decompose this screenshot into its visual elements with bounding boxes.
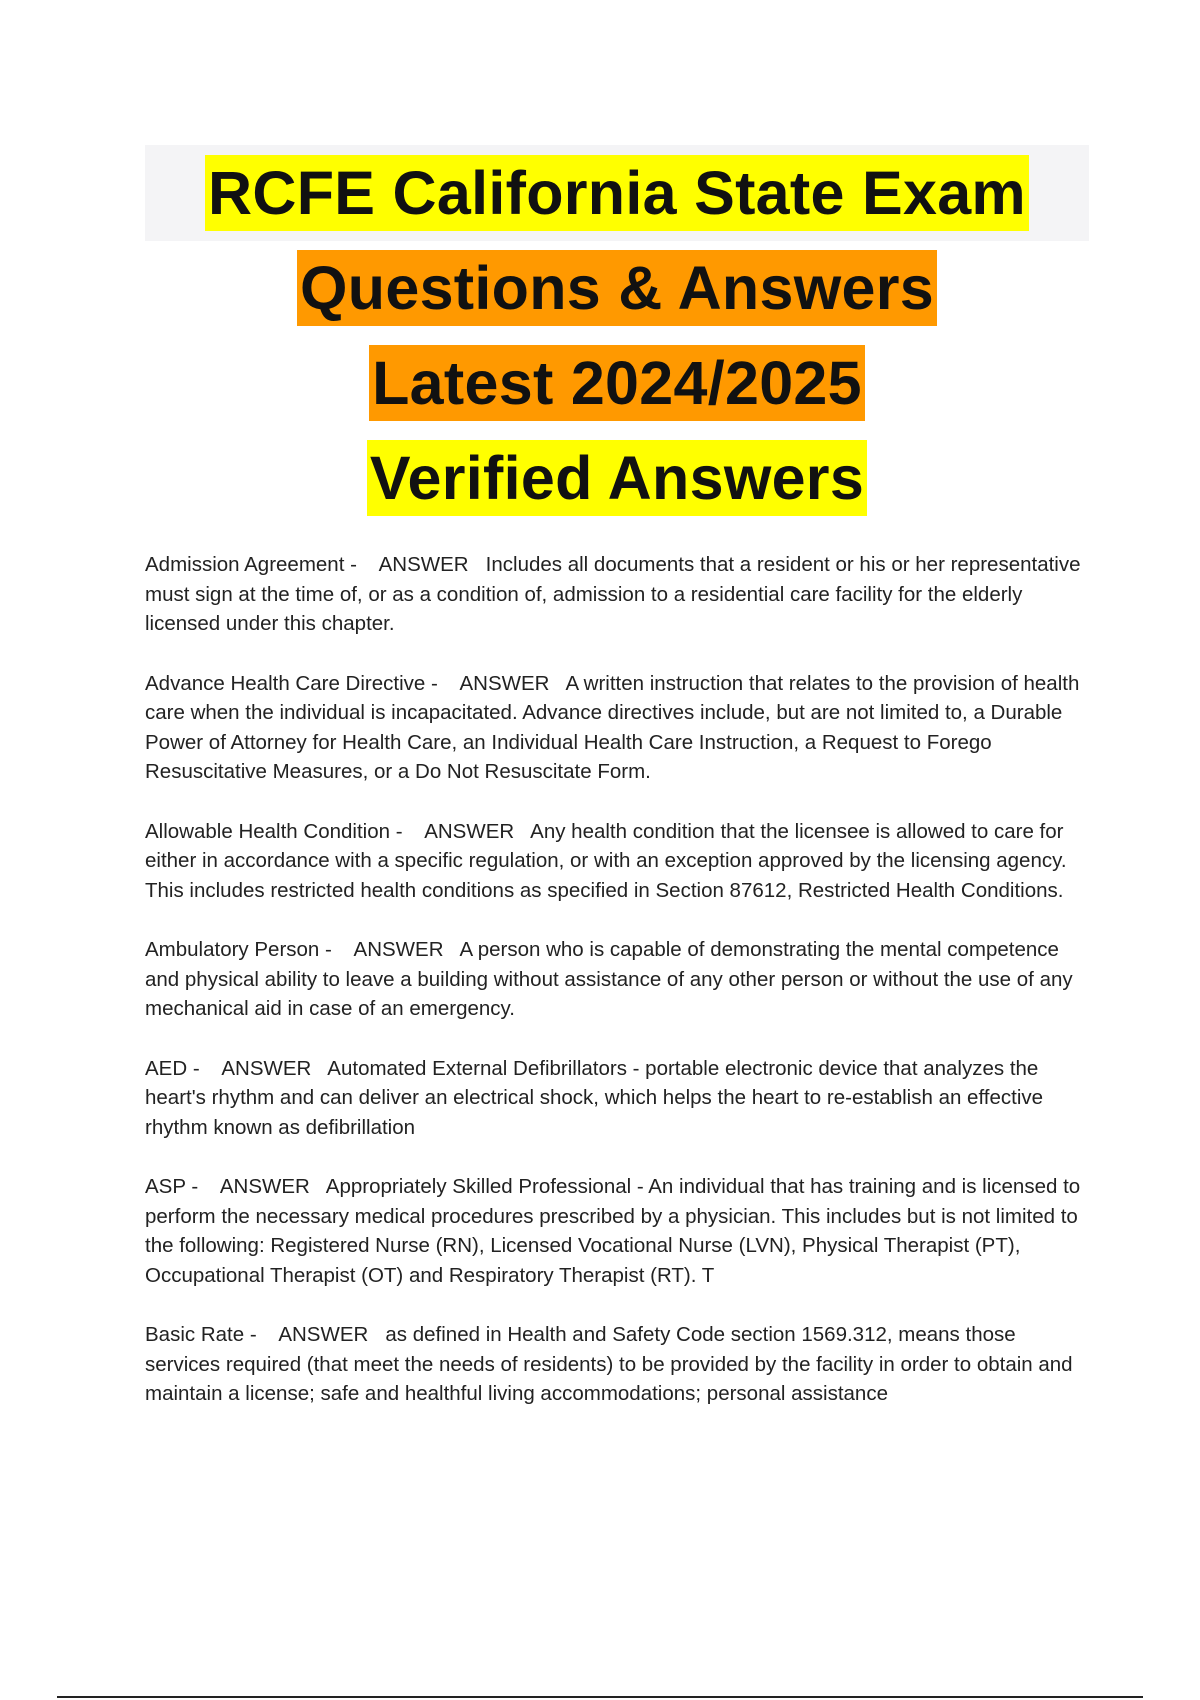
answer-label: ANSWER xyxy=(459,671,550,695)
answer-label: ANSWER xyxy=(221,1056,312,1080)
title-text-2: Questions & Answers xyxy=(297,250,937,326)
title-line-1 xyxy=(145,145,1089,240)
entry-term: Advance Health Care Directive xyxy=(145,671,426,695)
entry-term: Allowable Health Condition xyxy=(145,819,391,843)
entry-answer: Appropriately Skilled Professional - An individual that has training and is licensed to perform the necessary medical procedures prescribed by a physician. This includes but is not limited to the following: Registered Nurse (RN), Licensed Vocational Nurse (LVN), Physical Therapist (PT), Occupational Therapist (OT) and Respiratory Therapist (RT). T xyxy=(145,1175,1081,1287)
qa-entry: AED - ANSWER Automated External Defibrillators - portable electronic device that analyzes the heart's rhythm and can deliver an electrical shock, which helps the heart to re-establish an effective rhythm known as defibrillation xyxy=(145,1056,1044,1139)
answer-label: ANSWER xyxy=(353,938,444,961)
title-line-4 xyxy=(145,430,1089,525)
entry-answer: Any health condition that the licensee is allowed to care for either in accordance with a specific regulation, or with an exception approved by the licensing agency. This includes restricted health conditions as specified in Section 87612, Restricted Health Conditions. xyxy=(145,819,1067,902)
title-text-1: RCFE California State Exam xyxy=(205,155,1029,231)
entry-term: Basic Rate xyxy=(145,1323,245,1346)
qa-entry: Ambulatory Person - ANSWER A person who is capable of demonstrating the mental competence and physical ability to leave a building without assistance of any other person or without the use of any mechanical aid in case of an emergency. xyxy=(145,938,1073,1020)
entry-answer: as defined in Health and Safety Code section 1569.312, means those services required (that meet the needs of residents) to be provided by the facility in order to obtain and maintain a license; safe and healthful living accommodations; personal assistance xyxy=(145,1323,1073,1405)
answer-label: ANSWER xyxy=(424,819,515,843)
answer-label: ANSWER xyxy=(219,1175,310,1198)
entry-answer: A written instruction that relates to the provision of health care when the individual is incapacitated. Advance directives include, but are not limited to, a Durable Power of Attorney for Health Care, an Individual Health Care Instruction, a Request to Forego Resuscitative Measures, or a Do Not Resuscitate Form. xyxy=(145,671,1080,783)
qa-entry: Basic Rate - ANSWER as defined in Health and Safety Code section 1569.312, means those services required (that meet the needs of residents) to be provided by the facility in order to obtain and maintain a license; safe and healthful living accommodations; personal assistance xyxy=(145,1323,1073,1405)
entry-term: Admission Agreement xyxy=(145,553,345,576)
qa-entry: Admission Agreement - ANSWER Includes all documents that a resident or his or her representative must sign at the time of, or as a condition of, admission to a residential care facility for the elderly licensed under this chapter. xyxy=(145,553,1081,635)
entry-answer: Automated External Defibrillators - portable electronic device that analyzes the heart's rhythm and can deliver an electrical shock, which helps the heart to re-establish an effective rhythm known as defibrillation xyxy=(145,1056,1044,1139)
entry-term: Ambulatory Person xyxy=(145,938,320,961)
answer-label: ANSWER xyxy=(378,553,469,576)
title-text-4: Verified Answers xyxy=(367,440,867,516)
qa-entry: ASP - ANSWER Appropriately Skilled Professional - An individual that has training and is licensed to perform the necessary medical procedures prescribed by a physician. This includes but is not limited to the following: Registered Nurse (RN), Licensed Vocational Nurse (LVN), Physical Therapist (PT), Occupational Therapist (OT) and Respiratory Therapist (RT). T xyxy=(145,1175,1081,1287)
qa-entry: Allowable Health Condition - ANSWER Any health condition that the licensee is allowed to care for either in accordance with a specific regulation, or with an exception approved by the licensing agency. This includes restricted health conditions as specified in Section 87612, Restricted Health Conditions. xyxy=(145,819,1067,902)
qa-entry: Advance Health Care Directive - ANSWER A written instruction that relates to the provision of health care when the individual is incapacitated. Advance directives include, but are not limited to, a Durable Power of Attorney for Health Care, an Individual Health Care Instruction, a Request to Forego Resuscitative Measures, or a Do Not Resuscitate Form. xyxy=(145,671,1080,783)
document-title xyxy=(145,145,1089,525)
title-text-3: Latest 2024/2025 xyxy=(369,345,865,421)
entry-term: ASP xyxy=(145,1175,186,1198)
answer-label: ANSWER xyxy=(278,1323,369,1346)
entry-term: AED xyxy=(145,1056,188,1080)
qa-list xyxy=(145,550,1090,1439)
page-bottom-rule xyxy=(57,1696,1143,1698)
title-line-2 xyxy=(145,240,1089,335)
title-line-3 xyxy=(145,335,1089,430)
entry-answer: Includes all documents that a resident or his or her representative must sign at the time of, or as a condition of, admission to a residential care facility for the elderly licensed under this chapter. xyxy=(145,553,1081,635)
entry-answer: A person who is capable of demonstrating the mental competence and physical ability to leave a building without assistance of any other person or without the use of any mechanical aid in case of an emergency. xyxy=(145,938,1073,1020)
